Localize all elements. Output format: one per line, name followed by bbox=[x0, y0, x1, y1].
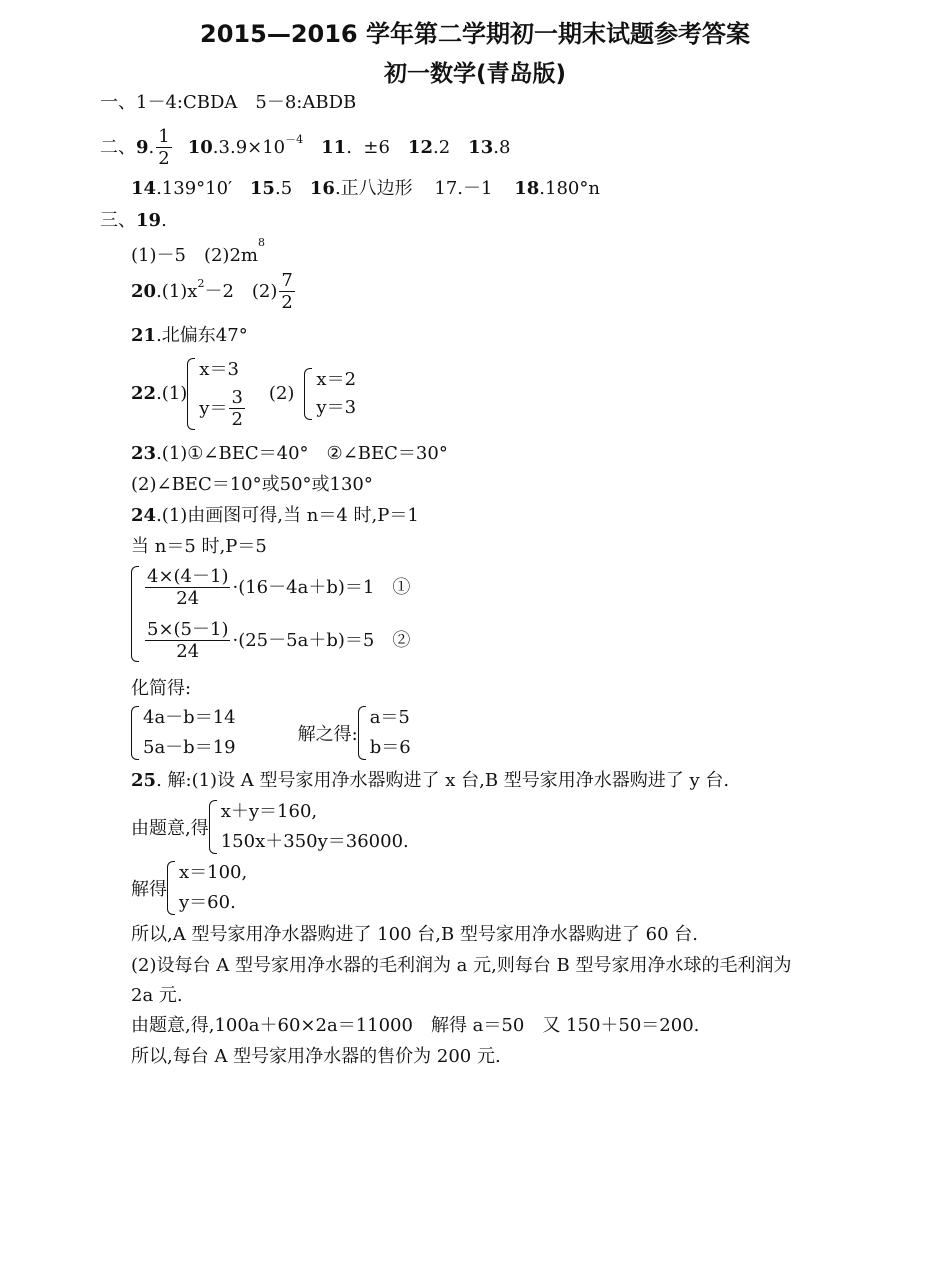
q24-e2-rest: ·(25－5a＋b)＝5 ② bbox=[232, 629, 411, 651]
q25-condition-label: 由题意,得 bbox=[131, 818, 209, 839]
q10-number: 10 bbox=[187, 136, 213, 158]
section-1-answers: 1－4:CBDA 5－8:ABDB bbox=[136, 92, 357, 113]
q20-numerator: 7 bbox=[281, 270, 293, 291]
q22-s2-row2: y＝3 bbox=[316, 397, 357, 418]
q24-line-2: 当 n＝5 时,P＝5 bbox=[131, 536, 267, 557]
section-1-label: 一、 bbox=[100, 92, 136, 113]
brace-icon bbox=[131, 566, 139, 662]
q19-exponent: 8 bbox=[257, 236, 265, 249]
q24-line-1: 24.(1)由画图可得,当 n＝4 时,P＝1 bbox=[131, 505, 419, 526]
q25-line-1: 25. 解:(1)设 A 型号家用净水器购进了 x 台,B 型号家用净水器购进了 y 台. bbox=[131, 770, 730, 791]
q20-part1b: －2 (2) bbox=[204, 280, 278, 302]
q11-answer: ±6 bbox=[363, 136, 390, 158]
q24-simplified-system bbox=[131, 706, 411, 760]
q25-solution-system bbox=[131, 861, 247, 915]
q24-simplify-label: 化简得: bbox=[131, 678, 192, 699]
brace-icon bbox=[187, 358, 195, 430]
q25-number: 25 bbox=[131, 770, 157, 791]
section-3: 三、19. bbox=[100, 210, 167, 231]
q20-answer: 20 . (1)x $^2$ －2 (2) $\frac{7}{2}$ bbox=[131, 270, 293, 313]
q18-number: 18 bbox=[514, 178, 540, 199]
q24-equation-2 bbox=[143, 619, 410, 662]
q12-answer: 2 bbox=[438, 136, 451, 158]
q24-solution-a: a＝5 bbox=[369, 707, 410, 728]
q24-e2-numerator: 5×(5－1) bbox=[147, 619, 229, 640]
q9-numerator: 1 bbox=[158, 126, 170, 147]
q14-answer: 139°10′ bbox=[161, 178, 233, 199]
q22-answer: 22 . (1) x＝3 y＝ $\frac{3}{2}$ (2) x＝2 y＝3 bbox=[131, 359, 357, 430]
q25-part2-line-1: (2)设每台 A 型号家用净水器的毛利润为 a 元,则每台 B 型号家用净水球的毛利润为 bbox=[131, 955, 792, 976]
q15-answer: 5 bbox=[280, 178, 293, 199]
q16-number: 16 bbox=[309, 178, 335, 199]
q25-condition-system bbox=[131, 800, 409, 854]
q24-equation-system bbox=[131, 566, 410, 662]
q19-text: (1)－5 (2)2m bbox=[131, 245, 258, 266]
q13-answer: 8 bbox=[498, 136, 511, 158]
q24-solution-b: b＝6 bbox=[369, 737, 411, 758]
brace-icon bbox=[131, 706, 139, 760]
q20-fraction bbox=[279, 270, 294, 313]
q25-solution-label: 解得 bbox=[131, 879, 167, 900]
section-2-row-1: 二、 9 . $\frac{1}{2}$ 10 . 3.9×10 $^{-4}$ 11 . ±6 12 . 2 13 . 8 bbox=[100, 126, 511, 169]
q22-part2-label: (2) bbox=[268, 383, 295, 404]
q24-equation-1 bbox=[143, 566, 410, 609]
section-2-row-2: 14.139°10′ 15.5 16.正八边形 17.－1 18.180°n bbox=[131, 178, 600, 199]
q25-condition-1: x＋y＝160, bbox=[220, 801, 318, 822]
brace-icon bbox=[167, 861, 175, 915]
q22-s2-row1: x＝2 bbox=[316, 369, 357, 390]
section-2-label: 二、 bbox=[100, 136, 136, 158]
q21-text: 北偏东47° bbox=[161, 325, 248, 346]
q15-number: 15 bbox=[249, 178, 275, 199]
q25-condition-2: 150x＋350y＝36000. bbox=[220, 831, 409, 852]
q23-part1: (1)①∠BEC＝40° ②∠BEC＝30° bbox=[161, 443, 448, 464]
q20-exponent: 2 bbox=[197, 276, 205, 290]
q9-number: 9 bbox=[136, 136, 149, 158]
q24-solution bbox=[358, 706, 411, 760]
q11-number: 11 bbox=[321, 136, 347, 158]
q10-answer: 3.9×10 bbox=[218, 136, 286, 158]
q23-number: 23 bbox=[131, 443, 157, 464]
q23-line-1: 23.(1)①∠BEC＝40° ②∠BEC＝30° bbox=[131, 443, 448, 464]
q21-answer: 21.北偏东47° bbox=[131, 325, 248, 346]
page-title: 2015—2016 学年第二学期初一期末试题参考答案 bbox=[200, 20, 750, 48]
q22-part1-label: (1) bbox=[161, 383, 188, 404]
q21-number: 21 bbox=[131, 325, 157, 346]
q16-answer: 正八边形 bbox=[340, 178, 413, 199]
q25-solution-y: y＝60. bbox=[179, 892, 236, 913]
q24-number: 24 bbox=[131, 505, 157, 526]
q13-number: 13 bbox=[468, 136, 494, 158]
q24-simplified-row1: 4a－b＝14 bbox=[143, 707, 236, 728]
q14-number: 14 bbox=[131, 178, 157, 199]
q24-e2-denominator: 24 bbox=[176, 641, 200, 662]
q20-part1: (1)x bbox=[161, 280, 198, 302]
q22-system-1 bbox=[187, 358, 247, 430]
q22-s1-row2: y＝ bbox=[199, 397, 228, 419]
q22-system-2 bbox=[304, 368, 356, 420]
q25-conclusion-1: 所以,A 型号家用净水器购进了 100 台,B 型号家用净水器购进了 60 台. bbox=[131, 924, 698, 945]
section-1 bbox=[100, 92, 356, 114]
q22-denominator: 2 bbox=[231, 409, 243, 430]
brace-icon bbox=[358, 706, 366, 760]
q22-s1-row1: x＝3 bbox=[199, 359, 239, 380]
q24-e1-denominator: 24 bbox=[176, 588, 200, 609]
q24-part1: (1)由画图可得,当 n＝4 时,P＝1 bbox=[161, 505, 419, 526]
q19-answer bbox=[131, 236, 265, 267]
section-3-label: 三、 bbox=[100, 210, 136, 231]
q24-e1-rest: ·(16－4a＋b)＝1 ① bbox=[232, 576, 411, 598]
q17-answer: 17.－1 bbox=[434, 178, 493, 199]
q22-number: 22 bbox=[131, 383, 157, 404]
page-subtitle: 初一数学(青岛版) bbox=[383, 61, 567, 87]
q12-number: 12 bbox=[407, 136, 433, 158]
q25-part2-line-2: 2a 元. bbox=[131, 985, 183, 1006]
q9-denominator: 2 bbox=[158, 148, 170, 169]
brace-icon bbox=[304, 368, 312, 420]
q18-answer: 180°n bbox=[545, 178, 600, 199]
q24-simplified-row2: 5a－b＝19 bbox=[143, 737, 236, 758]
q23-line-2: (2)∠BEC＝10°或50°或130° bbox=[131, 474, 373, 495]
q25-conclusion-2: 所以,每台 A 型号家用净水器的售价为 200 元. bbox=[131, 1046, 501, 1067]
q10-exponent: －4 bbox=[285, 132, 304, 146]
q19-number: 19 bbox=[136, 210, 162, 231]
q22-fraction bbox=[229, 387, 244, 430]
q24-solve-label: 解之得: bbox=[297, 724, 358, 745]
q9-fraction bbox=[156, 126, 171, 169]
q24-e1-numerator: 4×(4－1) bbox=[147, 566, 229, 587]
brace-icon bbox=[209, 800, 217, 854]
q22-numerator: 3 bbox=[231, 387, 243, 408]
q25-solution-x: x＝100, bbox=[179, 862, 248, 883]
q20-number: 20 bbox=[131, 280, 157, 302]
q20-denominator: 2 bbox=[281, 292, 293, 313]
q25-part2-line-3: 由题意,得,100a＋60×2a＝11000 解得 a＝50 又 150＋50＝200. bbox=[131, 1015, 700, 1036]
q25-part1: 解:(1)设 A 型号家用净水器购进了 x 台,B 型号家用净水器购进了 y 台. bbox=[167, 770, 730, 791]
